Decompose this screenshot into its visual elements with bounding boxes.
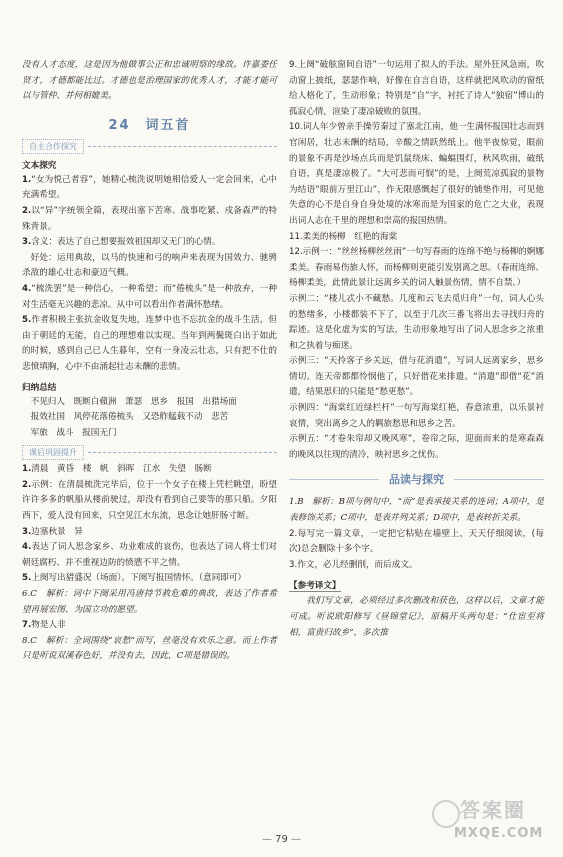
lesson-title: 24 词五首 (108, 117, 191, 133)
drill-1: 1.清晨 黄昏 楼 帆 斜晖 江水 失望 肠断 (22, 464, 212, 475)
answer-2: 2.以“异”字统领全篇，表现出塞下苦寒、战事吃紧、戍备森严的特殊背景。 (22, 205, 277, 232)
page-number: — 79 — (261, 834, 302, 845)
drill-4: 4.表达了词人思念家乡、功业难成的哀伤，也表达了词人将士们对朝廷腐朽、并不重视边防的愤懑不平之情。 (22, 542, 277, 568)
drill-5: 5.上阕写出猎盛况（场面）。下阕写报国情怀。（意同即可） (22, 573, 247, 584)
right-column (289, 58, 544, 641)
answer-10: 10.词人年少曾亲手操劳秦过了塞北江南，他一生满怀报国壮志而到官闲居，壮志未酬的结局，辛酸之情跃然纸上。他半夜惊觉，眼前的景象不再是沙场点兵而是饥鼠绕床、蝙蝠围灯，秋风吹雨，破纸自语，真是凄凉极了。“大可悲而可悯”的是，上阕荒凉孤寂的景物为结语“眼前万里江山”，作无限感慨起了很好的铺垫作用，可见他失意的心不是自身自身处境的冰寒而是为国家的危亡之大业，表现出词人志在千里的理想和崇高的报国热情。 (289, 122, 544, 226)
answer-5: 5.作者积极主张抗金收复失地，连梦中也不忘抗金的战斗生活，但由于朝廷的无能，自己的理想难以实现。当年到两鬓斑白出于如此的时候，感到自己已人生暮年，空有一身凌云壮志，只有把不仕的悲愤填胸，心中不由涌起壮志未酬的悲情。 (22, 315, 277, 372)
page-number-value: 79 (275, 834, 288, 845)
keywords-line-2: 报效社国 风停花落倦梳头 又恐舴艋载不动 悲苦 (30, 412, 229, 423)
answer-12-example-1: 12.示例一：“丝丝杨柳丝丝雨”一句写春雨的连绵不绝与杨柳的婀娜柔美。春雨易伤旅人怀，而杨柳则更能引发别离之思。（春雨连绵、杨柳柔美，此情此景让远离乡关的词人触景伤情，情不自禁。） (289, 247, 544, 289)
divider (454, 479, 544, 480)
keywords-line-3: 军旅 战斗 报国无门 (30, 427, 117, 438)
answer-12-example-5: 示例五：“才卷朱帘却又晚风寒”，卷帘之际，迎面而来的是寒森森的晚风以往现的清冷，映衬思乡之忧伤。 (289, 434, 544, 460)
divider (88, 146, 277, 147)
answer-12-example-2: 示例二：“楼儿忒小不藏愁。几度和云飞去觅归舟”一句，词人心头的愁绪多，小楼都装不下了，以至于几次三番飞将出去寻找归舟的踪迹。这是化虚为实的写法，生动形象地写出了词人思念乡之浓重和之执着与痴迷。 (289, 293, 544, 351)
reference-translation-text: 我们写文章，必须经过多次删改和获色，这样以后，文章才能可成。听说欧阳修写《昼锦堂记》，原稿开头两句是：“仕宦至将相，富贵归故乡”，多次推 (289, 596, 544, 638)
watermark-ring-icon (432, 800, 460, 828)
section-tag-label: 自主合作探究 (22, 139, 84, 154)
answer-12-example-4: 示例四：“海棠红近绿栏杆”一句写海棠红艳，春意浓重，以乐景衬哀情，突出离乡之人的羁旅愁思和思乡之苦。 (289, 403, 544, 429)
drill-8: 8.C 解析：全词围绕“哀愁”而写，丝毫没有欢乐之意。而上作者只是听说双溪春色好，并没有去，因此，C项是错误的。 (22, 635, 277, 662)
answer-3-benefit: 好处：运用典故，以马的快速和弓的响声来表现为国效力、驰骋杀敌的雄心壮志和豪迈气概。 (22, 252, 277, 279)
section-tag-consolidate (22, 445, 277, 460)
watermark-url: MXQE.COM (454, 826, 544, 841)
reference-translation-title: 【参考译文】 (289, 581, 341, 592)
continuation-text: 没有人才态度，这是因为他做事公正和忠诚明察的缘故。许嘉委任贤才，才德都能比过。才德也是治理国家的优秀人才，才能才能可以与管仲、并何相媲美。 (22, 60, 277, 102)
answer-4: 4.“梳洗罢”是一种信心，一种希望；而“倦梳头”是一种放弃，一种对生活毫无兴趣的悲凉。从中可以看出作者满怀愁绪。 (22, 283, 277, 310)
left-column (22, 58, 277, 665)
section-header-reading (289, 471, 544, 487)
answer-9: 9.上阕“破舷窗间自语”一句运用了拟人的手法。屋外狂风急雨，吹动窗上披纸，瑟瑟作响，好像在自言自语，这样就把风吹动的窗纸给人格化了，生动形象；特别是“自”字，衬托了诗人“独宿”博山的孤寂心情，渲染了凄凉破败的氛围。 (289, 60, 544, 117)
subheading-summary: 归纳总结 (22, 382, 57, 393)
watermark-logo (432, 792, 554, 850)
section-tag-label: 课后巩固提升 (22, 445, 84, 460)
reading-answer-2: 2.每写完一篇文章，一定把它粘贴在墙壁上，天天仔细阅读，(每次)总会删除十多个字。 (289, 528, 544, 555)
drill-2: 2.示例：在清晨梳洗完毕后，位于一个女子在楼上凭栏眺望，盼望许许多多的帆船从楼前驶过，却没有看到自己要等的那只船。夕阳西下，爱人没有回来，只空见江水东流，思念让她肝肠寸断。 (22, 479, 277, 522)
divider (289, 479, 379, 480)
section-tag-explore (22, 139, 277, 154)
answer-12-example-3: 示例三：“天拎客子乡关远，借与花消遣”，写词人远离家乡，思乡情切。连天帝都都怜悯他了，只好借花来排遣。“消遣”即借“花”消遣，结果思归的只能是“愁更愁”。 (289, 356, 544, 398)
reading-answer-3: 3.作文，必儿经删削，而后成文。 (289, 559, 418, 570)
divider (88, 452, 277, 453)
answer-1: 1.“女为悦己者容”，她精心梳洗说明她相信爱人一定会回来，心中充满希望。 (22, 174, 277, 201)
subheading-text-explore: 文本探究 (22, 160, 57, 171)
drill-7: 7.物是人非 (22, 620, 66, 631)
answer-11: 11.柔美的杨柳 红艳的海棠 (289, 231, 398, 242)
answer-3: 3.含义：表达了自己想要报效祖国却又无门的心情。 (22, 237, 221, 248)
drill-6: 6.C 解析：词中下阕采用冯唐持节救危难的典故，表达了作者希望再展宏图、为国立功的愿望。 (22, 589, 277, 615)
watermark-text: 答案圈 (460, 798, 526, 822)
section-title: 品读与探究 (389, 473, 444, 487)
keywords-line-1: 不见归人 既断白蘋洲 萧瑟 思乡 报国 出猎场面 (30, 396, 237, 407)
drill-3: 3.边塞秋景 异 (22, 526, 83, 537)
reading-answer-1: 1.B 解析：B项与例句中，“而”是表承接关系的连词；A项中，是表修饰关系；C项中，是表并列关系；D项中，是表转折关系。 (289, 497, 544, 524)
